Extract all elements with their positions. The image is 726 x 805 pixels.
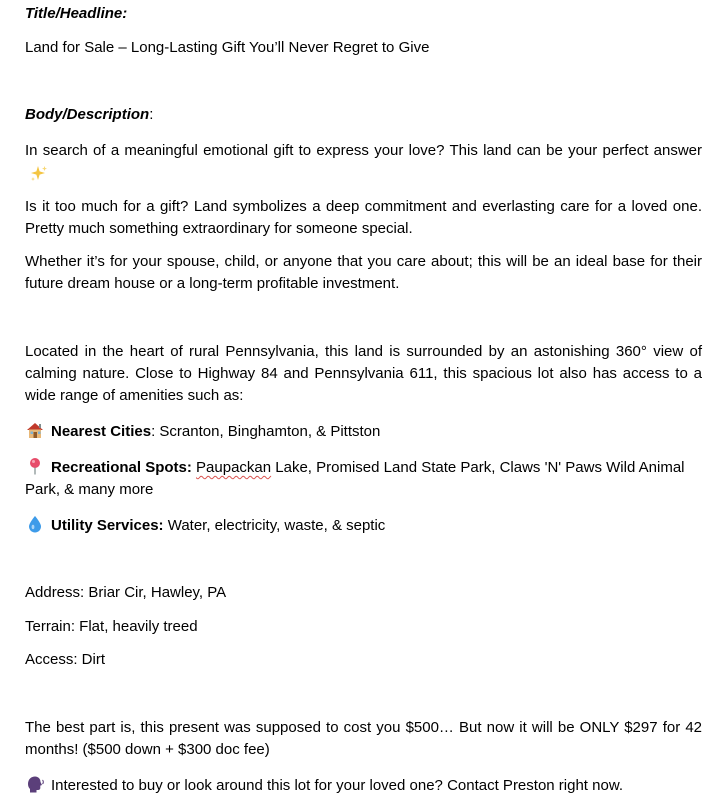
amenity-recreational-spots: Recreational Spots: Paupackan Lake, Promised Land State Park, Claws 'N' Paws Wild Animal Park, & many more (25, 459, 685, 498)
paragraph-3: Whether it’s for your spouse, child, or anyone that you care about; this will be an ideal base for their future dream house or a long-term profitable investment. (25, 253, 702, 292)
paragraph-2: Is it too much for a gift? Land symbolizes a deep commitment and everlasting care for a loved one. Pretty much something extraordinary for someone special. (25, 198, 702, 237)
title-text: Land for Sale – Long-Lasting Gift You’ll Never Regret to Give (25, 39, 430, 56)
amenity-utility-services: Utility Services: Water, electricity, waste, & septic (25, 515, 702, 537)
address-line: Address: Briar Cir, Hawley, PA (25, 584, 227, 601)
pushpin-icon (25, 457, 45, 475)
amenity-nearest-cities: Nearest Cities: Scranton, Binghamton, & Pittston (25, 421, 702, 443)
body-heading: Body/Description: (25, 106, 154, 123)
terrain-line: Terrain: Flat, heavily treed (25, 618, 198, 635)
paragraph-4: Located in the heart of rural Pennsylvania, this land is surrounded by an astonishing 360° view of calming nature. Close to Highway 84 and Pennsylvania 611, this spacious lot also has access to a wide range of amenities such as: (25, 343, 702, 404)
access-line: Access: Dirt (25, 651, 106, 668)
house-icon (25, 421, 45, 439)
misspelled-word[interactable]: Paupackan (196, 459, 272, 476)
paragraph-1: In search of a meaningful emotional gift to express your love? This land can be your perfect answer (25, 138, 702, 188)
title-heading: Title/Headline: (25, 5, 128, 22)
sparkles-icon (29, 165, 49, 183)
call-to-action: Interested to buy or look around this lot for your loved one? Contact Preston right now. (25, 775, 702, 797)
paragraph-5: The best part is, this present was supposed to cost you $500… But now it will be ONLY $297 for 42 months! ($500 down + $300 doc fee) (25, 719, 702, 758)
droplet-icon (25, 515, 45, 533)
speaking-head-icon (25, 775, 45, 793)
